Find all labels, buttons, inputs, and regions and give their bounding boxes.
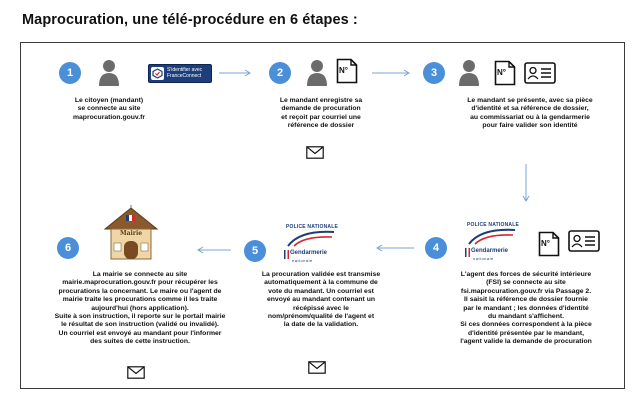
step-6-line: mairie.maprocuration.gouv.fr pour récupérer les (62, 279, 218, 287)
step-6-line: des suites de cette instruction. (90, 338, 190, 346)
nationale-logo-text: nationale (473, 256, 494, 261)
page-title: Maprocuration, une télé-procédure en 6 étapes : (22, 12, 358, 28)
envelope-icon (308, 361, 326, 374)
step-1-number: 1 (59, 62, 81, 84)
franceconnect-label-1: S'identifier avec (167, 66, 203, 73)
arrow-right-icon (219, 69, 253, 77)
arrow-right-icon (372, 69, 412, 77)
gendarmerie-logo-text: Gendarmerie (471, 248, 509, 254)
step-6-text (52, 271, 228, 347)
step-2-line: demande de procuration (281, 105, 361, 113)
arrow-down-icon (522, 164, 530, 204)
step-6-line: Suite à son instruction, il reporte sur le portail mairie (54, 313, 226, 321)
police-gendarmerie-logo (282, 222, 342, 272)
id-card-icon (568, 230, 600, 252)
step-6-line: procurations la concernant. Le maire ou l'agent de (58, 287, 222, 295)
town-hall-icon (103, 205, 159, 261)
arrow-left-icon (374, 244, 414, 252)
franceconnect-label-2: FranceConnect (167, 72, 202, 79)
step-5-line: nom/prénom/qualité de l'agent et (267, 313, 375, 321)
step-5-line: envoyé au mandant contenant un (266, 296, 375, 304)
step-2-number: 2 (269, 62, 291, 84)
step-4-line: du mandant s'affichent. (487, 313, 564, 321)
step-5-line: récépissé avec le (293, 304, 349, 312)
step-1-text (54, 97, 164, 122)
step-1-line: maprocuration.gouv.fr (72, 113, 145, 121)
step-3-number: 3 (423, 62, 445, 84)
step-4-line: Il saisit la référence de dossier fournie (464, 296, 588, 304)
document-number-icon (336, 58, 358, 84)
step-6-line: mairie traite les procurations comme il les traite (62, 296, 218, 304)
police-logo-text: POLICE NATIONALE (286, 224, 338, 230)
step-5-number: 5 (244, 240, 266, 262)
document-number-icon (494, 60, 516, 86)
nationale-logo-text: nationale (292, 258, 313, 263)
step-4-line: Si ces données correspondent à la pièce (460, 321, 592, 329)
step-4-number: 4 (425, 237, 447, 259)
step-5-line: la date de la validation. (283, 321, 359, 329)
step-3-line: Le mandant se présente, avec sa pièce (467, 97, 593, 104)
step-3-line: au commissariat ou à la gendarmerie (470, 113, 590, 121)
step-4-line: l'agent valide la demande de procuration (460, 338, 592, 346)
franceconnect-button[interactable] (148, 64, 212, 83)
franceconnect-logo-icon (151, 67, 164, 80)
step-2-line: et reçoit par courriel une (281, 113, 361, 121)
step-4-line: L'agent des forces de sécurité intérieure (460, 271, 592, 278)
person-icon (458, 58, 480, 86)
step-4-text (446, 271, 606, 347)
step-5-text (260, 271, 382, 330)
step-5-line: automatiquement à la commune de (264, 279, 378, 287)
flag-icon (284, 250, 289, 259)
step-6-number: 6 (57, 237, 79, 259)
step-3-text (455, 97, 605, 131)
step-1-line: Le citoyen (mandant) (74, 97, 144, 104)
step-2-text (262, 97, 380, 131)
step-6-line: le résultat de son instruction (validé ou invalidé). (61, 321, 219, 329)
step-4-line: par le mandant ; les données d'identité (463, 304, 589, 312)
arrow-left-icon (195, 246, 231, 254)
document-number-label: N° (541, 239, 550, 248)
document-number-label: N° (497, 68, 506, 77)
town-hall-label: Mairie (120, 230, 143, 237)
step-5-line: La procuration validée est transmise (261, 271, 381, 278)
step-6-line: Un courriel est envoyé au mandant pour l'informer (58, 329, 222, 337)
step-5-line: vote du mandant. Un courriel est (268, 287, 374, 295)
step-4-line: (FSI) se connecte au site (486, 279, 566, 287)
step-2-line: référence de dossier (287, 122, 355, 130)
document-number-label: N° (339, 66, 348, 75)
flag-icon (465, 248, 470, 257)
id-card-icon (524, 62, 556, 84)
police-gendarmerie-logo (463, 220, 523, 270)
person-icon (98, 58, 120, 86)
step-3-line: d'identité et sa référence de dossier, (471, 105, 589, 113)
envelope-icon (127, 366, 145, 379)
document-number-icon (538, 231, 560, 257)
step-1-line: se connecte au site (77, 105, 141, 113)
envelope-icon (306, 146, 324, 159)
step-4-line: fsi.maprocuration.gouv.fr via Passage 2. (460, 287, 592, 295)
step-4-line: d'identité présentée par le mandant, (467, 329, 585, 337)
gendarmerie-logo-text: Gendarmerie (290, 250, 328, 256)
step-3-line: pour faire valider son identité (482, 122, 578, 130)
person-icon (306, 58, 328, 86)
step-6-line: aujourd'hui (hors application). (91, 304, 189, 312)
step-6-line: La mairie se connecte au site (92, 271, 188, 278)
step-2-line: Le mandant enregistre sa (279, 97, 363, 104)
police-logo-text: POLICE NATIONALE (467, 222, 519, 228)
